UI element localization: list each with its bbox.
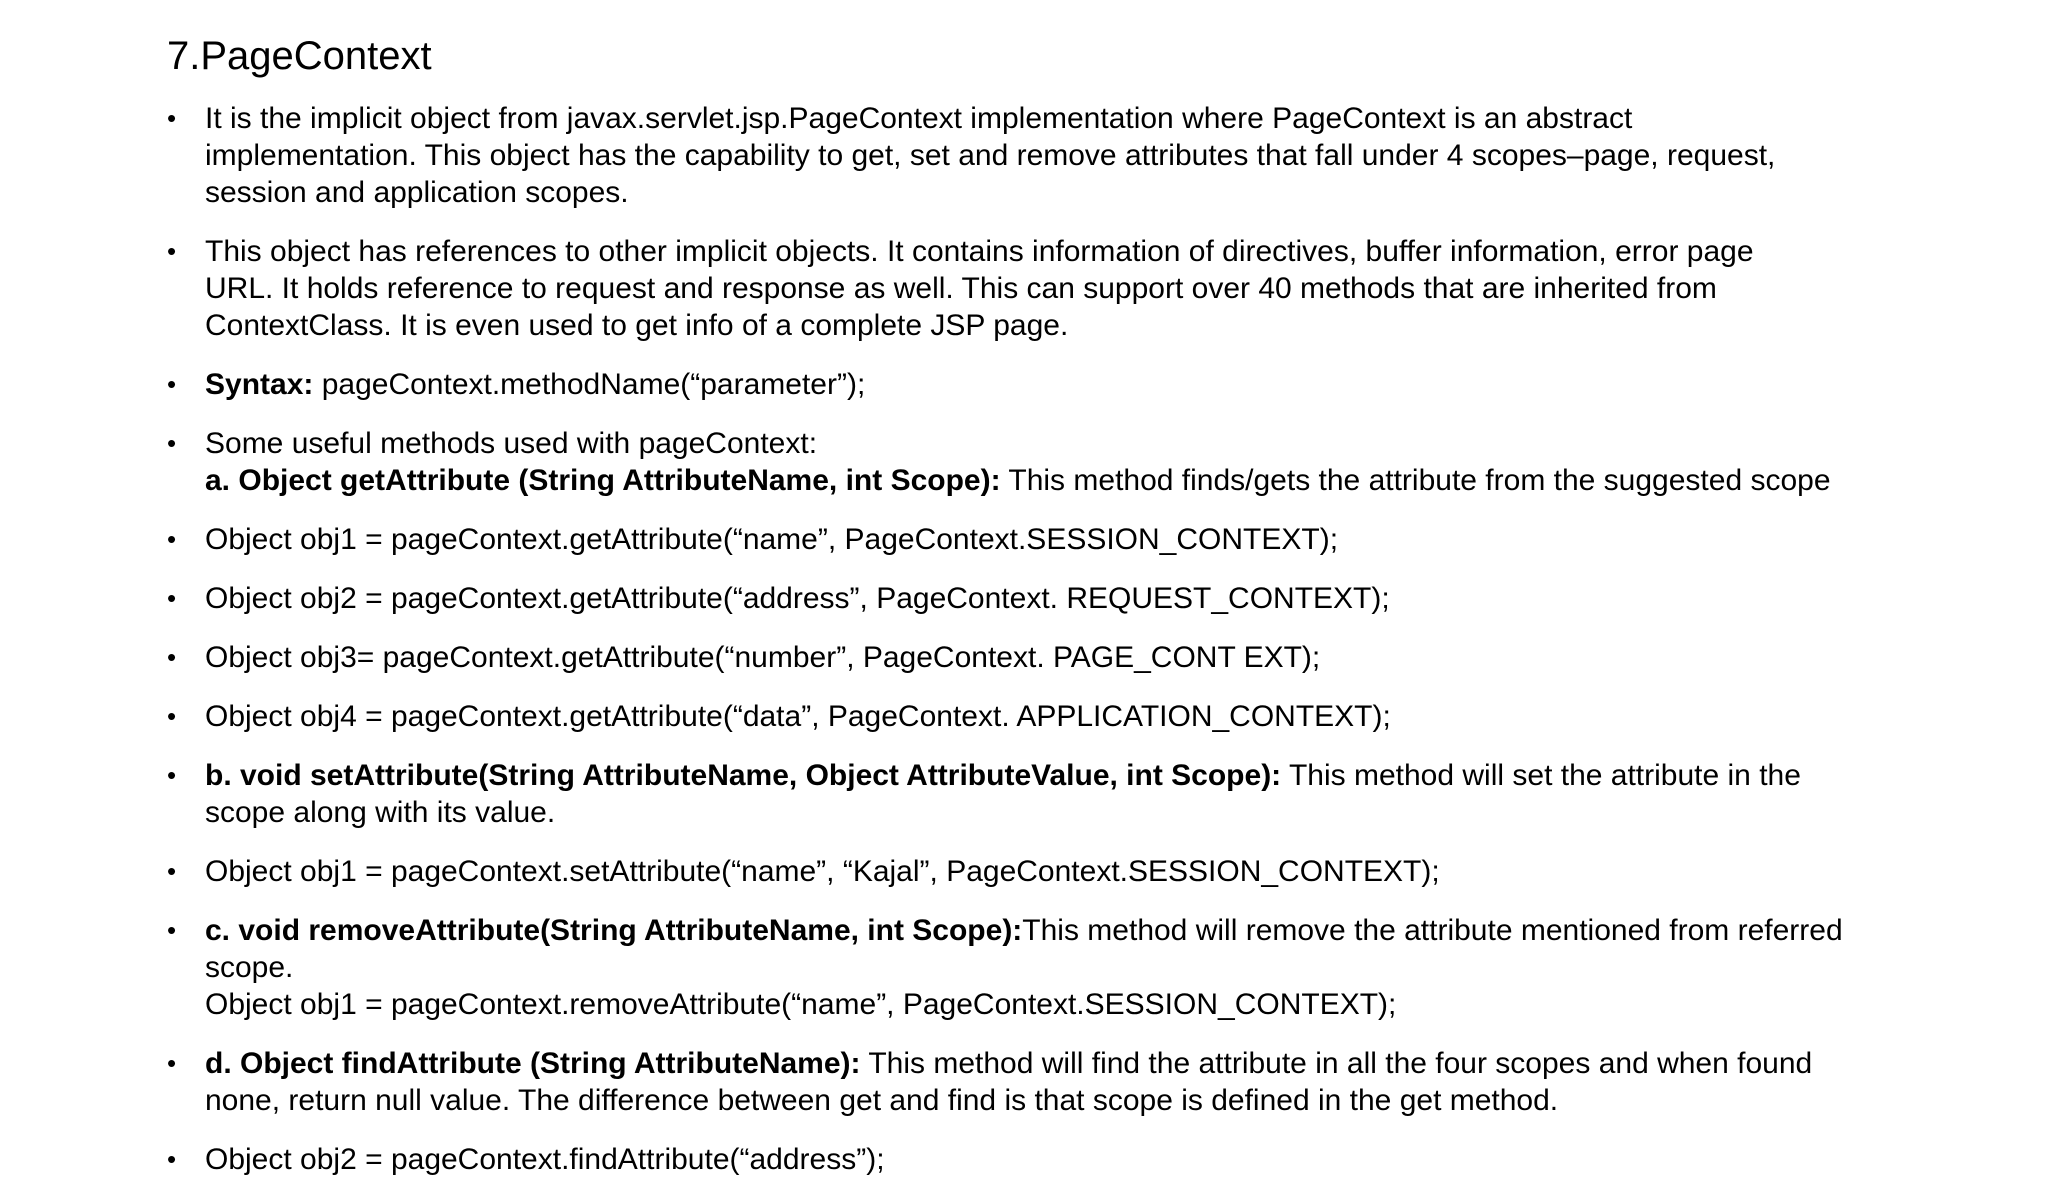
- bullet-item: [167, 1141, 1887, 1178]
- bullet-dot: •: [167, 642, 177, 672]
- bullet-list: [167, 100, 1887, 1200]
- line-text: scope.: [205, 951, 294, 984]
- bullet-line: [205, 949, 1887, 986]
- bullet-dot: •: [167, 428, 177, 458]
- line-text: Object obj1 = pageContext.setAttribute(“name”, “Kajal”, PageContext.SESSION_CONTEXT);: [205, 855, 1440, 888]
- bullet-line: [205, 1045, 1887, 1082]
- bullet-item: [167, 521, 1887, 558]
- bullet-item: [167, 580, 1887, 617]
- bullet-dot: •: [167, 915, 177, 945]
- line-text: This object has references to other implicit objects. It contains information of directives, buffer information, error page: [205, 235, 1754, 268]
- bullet-item: [167, 1045, 1887, 1119]
- bullet-line: [205, 698, 1887, 735]
- bullet-line: [205, 853, 1887, 890]
- line-text: ContextClass. It is even used to get info of a complete JSP page.: [205, 309, 1069, 342]
- bullet-item: [167, 853, 1887, 890]
- bullet-dot: •: [167, 236, 177, 266]
- line-text: Object obj4 = pageContext.getAttribute(“data”, PageContext. APPLICATION_CONTEXT);: [205, 700, 1391, 733]
- bullet-dot: •: [167, 701, 177, 731]
- line-text: Some useful methods used with pageContext:: [205, 427, 818, 460]
- line-text: URL. It holds reference to request and response as well. This can support over 40 methods that are inherited from: [205, 272, 1717, 305]
- bullet-dot: •: [167, 369, 177, 399]
- bold-label: Syntax:: [205, 368, 314, 401]
- line-text: pageContext.methodName(“parameter”);: [313, 368, 866, 401]
- bullet-line: [205, 639, 1887, 676]
- bullet-line: [205, 912, 1887, 949]
- bold-label: b. void setAttribute(String AttributeName, Object AttributeValue, int Scope):: [205, 759, 1282, 792]
- bullet-line: [205, 1082, 1887, 1119]
- bullet-item: [167, 757, 1887, 831]
- bullet-dot: •: [167, 856, 177, 886]
- bullet-dot: •: [167, 1144, 177, 1174]
- line-text: Object obj1 = pageContext.removeAttribute(“name”, PageContext.SESSION_CONTEXT);: [205, 988, 1397, 1021]
- bullet-item: [167, 698, 1887, 735]
- bullet-line: [205, 580, 1887, 617]
- line-text: implementation. This object has the capability to get, set and remove attributes that fall under 4 scopes–page, request,: [205, 139, 1776, 172]
- bullet-dot: •: [167, 103, 177, 133]
- line-text: This method will set the attribute in the: [1281, 759, 1801, 792]
- bold-label: a. Object getAttribute (String AttributeName, int Scope):: [205, 464, 1001, 497]
- bullet-line: [205, 425, 1887, 462]
- bullet-item: [167, 233, 1887, 344]
- bullet-item: [167, 366, 1887, 403]
- bold-label: d. Object findAttribute (String AttributeName):: [205, 1047, 861, 1080]
- bullet-dot: •: [167, 583, 177, 613]
- line-text: Object obj1 = pageContext.getAttribute(“name”, PageContext.SESSION_CONTEXT);: [205, 523, 1339, 556]
- line-text: Object obj2 = pageContext.findAttribute(“address”);: [205, 1143, 885, 1176]
- bullet-line: [205, 757, 1887, 794]
- bullet-line: [205, 986, 1887, 1023]
- bullet-line: [205, 462, 1887, 499]
- line-text: This method will remove the attribute mentioned from referred: [1022, 914, 1843, 947]
- bullet-dot: •: [167, 524, 177, 554]
- line-text: This method finds/gets the attribute from the suggested scope: [1000, 464, 1831, 497]
- bullet-item: [167, 425, 1887, 499]
- bullet-dot: •: [167, 760, 177, 790]
- bullet-line: [205, 100, 1887, 137]
- bullet-line: [205, 1141, 1887, 1178]
- bullet-line: [205, 794, 1887, 831]
- line-text: scope along with its value.: [205, 796, 556, 829]
- bullet-line: [205, 307, 1887, 344]
- bullet-item: [167, 100, 1887, 211]
- bullet-line: [205, 174, 1887, 211]
- line-text: none, return null value. The difference between get and find is that scope is defined in the get method.: [205, 1084, 1559, 1117]
- bullet-line: [205, 366, 1887, 403]
- line-text: Object obj3= pageContext.getAttribute(“number”, PageContext. PAGE_CONT EXT);: [205, 641, 1321, 674]
- line-text: session and application scopes.: [205, 176, 629, 209]
- bullet-item: [167, 912, 1887, 1023]
- bullet-line: [205, 270, 1887, 307]
- bullet-line: [205, 233, 1887, 270]
- slide-title: 7.PageContext: [167, 34, 432, 78]
- bullet-line: [205, 137, 1887, 174]
- bullet-dot: •: [167, 1048, 177, 1078]
- line-text: It is the implicit object from javax.servlet.jsp.PageContext implementation where PageContext is an abstract: [205, 102, 1633, 135]
- line-text: This method will find the attribute in all the four scopes and when found: [860, 1047, 1813, 1080]
- bullet-line: [205, 521, 1887, 558]
- bullet-item: [167, 639, 1887, 676]
- line-text: Object obj2 = pageContext.getAttribute(“address”, PageContext. REQUEST_CONTEXT);: [205, 582, 1390, 615]
- bold-label: c. void removeAttribute(String AttributeName, int Scope):: [205, 914, 1023, 947]
